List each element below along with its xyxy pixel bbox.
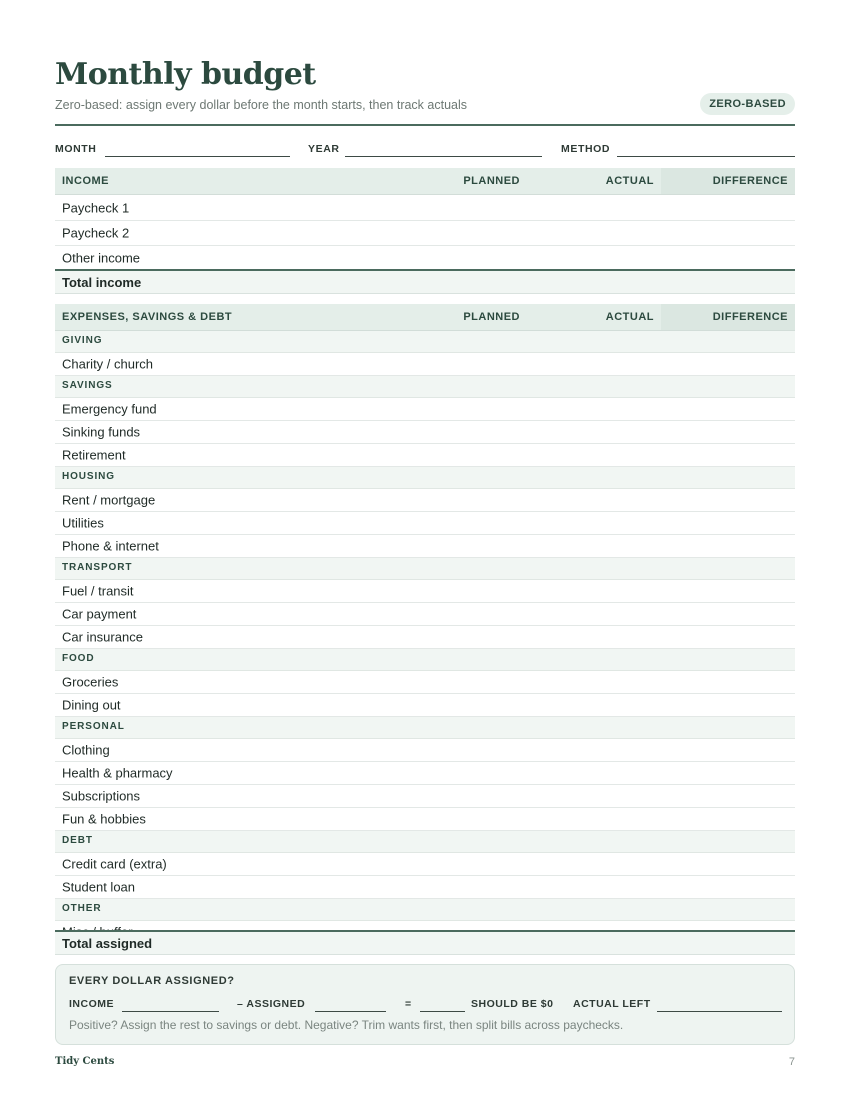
row-label: Dining out <box>62 697 121 713</box>
category-row <box>55 467 795 489</box>
row-label: Credit card (extra) <box>62 856 167 872</box>
table-row[interactable] <box>55 196 795 221</box>
summary-note: Positive? Assign the rest to savings or debt. Negative? Trim wants first, then split bills across paychecks. <box>69 1018 624 1032</box>
actual-column-header: ACTUAL <box>605 311 654 323</box>
planned-column-header: PLANNED <box>463 311 520 323</box>
row-label: Car payment <box>62 606 137 622</box>
row-label: Fuel / transit <box>62 583 134 599</box>
title-divider <box>55 124 795 126</box>
category-label: OTHER <box>62 903 102 914</box>
table-row[interactable] <box>55 603 795 626</box>
row-label: Emergency fund <box>62 401 157 417</box>
income-heading: INCOME <box>62 175 109 187</box>
row-label: Rent / mortgage <box>62 492 156 508</box>
expenses-table-header <box>55 304 795 331</box>
category-row <box>55 717 795 739</box>
table-row[interactable] <box>55 694 795 717</box>
method-label: METHOD <box>561 143 611 155</box>
row-label: Car insurance <box>62 629 143 645</box>
total-income-row <box>55 269 795 294</box>
meta-fields <box>55 141 795 159</box>
category-label: FOOD <box>62 653 95 664</box>
row-label: Student loan <box>62 879 136 895</box>
table-row[interactable] <box>55 398 795 421</box>
summary-actual-left-field[interactable] <box>657 1011 782 1012</box>
row-label: Paycheck 1 <box>62 200 130 216</box>
row-label: Paycheck 2 <box>62 225 130 241</box>
table-row[interactable] <box>55 671 795 694</box>
category-label: GIVING <box>62 335 103 346</box>
difference-column-header: DIFFERENCE <box>712 311 788 323</box>
category-row <box>55 899 795 921</box>
table-row[interactable] <box>55 580 795 603</box>
row-label: Phone & internet <box>62 538 159 554</box>
row-label: Other income <box>62 250 141 266</box>
table-row[interactable] <box>55 876 795 899</box>
summary-title: EVERY DOLLAR ASSIGNED? <box>69 975 235 987</box>
row-label: Subscriptions <box>62 788 141 804</box>
row-label: Fun & hobbies <box>62 811 146 827</box>
row-label: Charity / church <box>62 356 154 372</box>
category-row <box>55 649 795 671</box>
category-label: TRANSPORT <box>62 562 133 573</box>
row-label: Clothing <box>62 742 110 758</box>
method-badge: ZERO-BASED <box>700 93 795 115</box>
summary-income-field[interactable] <box>122 1011 219 1012</box>
expenses-heading: EXPENSES, SAVINGS & DEBT <box>62 311 233 323</box>
row-label: Groceries <box>62 674 119 690</box>
table-row[interactable] <box>55 626 795 649</box>
month-field[interactable] <box>105 156 290 157</box>
total-income-label: Total income <box>62 275 142 290</box>
page-number: 7 <box>788 1056 795 1068</box>
actual-column-header: ACTUAL <box>605 175 654 187</box>
table-row[interactable] <box>55 221 795 246</box>
summary-equals-sign: = <box>405 998 412 1010</box>
assignment-check-box <box>55 964 795 1045</box>
summary-result-field[interactable] <box>420 1011 465 1012</box>
category-label: DEBT <box>62 835 93 846</box>
page-subtitle: Zero-based: assign every dollar before the month starts, then track actuals <box>55 98 468 112</box>
row-label: Retirement <box>62 447 126 463</box>
category-label: HOUSING <box>62 471 115 482</box>
table-row[interactable] <box>55 421 795 444</box>
table-row[interactable] <box>55 762 795 785</box>
row-label: Utilities <box>62 515 104 531</box>
table-row[interactable] <box>55 489 795 512</box>
table-row[interactable] <box>55 808 795 831</box>
year-field[interactable] <box>345 156 542 157</box>
table-row[interactable] <box>55 535 795 558</box>
footer-brand: Tidy Cents <box>55 1056 115 1067</box>
table-row[interactable] <box>55 739 795 762</box>
summary-assigned-field[interactable] <box>315 1011 386 1012</box>
category-row <box>55 831 795 853</box>
table-row[interactable] <box>55 246 795 271</box>
category-label: SAVINGS <box>62 380 113 391</box>
summary-actual-left-label: ACTUAL LEFT <box>573 998 651 1010</box>
table-row[interactable] <box>55 785 795 808</box>
income-table-header <box>55 168 795 195</box>
row-label: Health & pharmacy <box>62 765 173 781</box>
month-label: MONTH <box>55 143 97 155</box>
category-row <box>55 331 795 353</box>
summary-should-be-label: SHOULD BE $0 <box>471 998 554 1010</box>
table-row[interactable] <box>55 444 795 467</box>
table-row[interactable] <box>55 512 795 535</box>
category-label: PERSONAL <box>62 721 125 732</box>
table-row[interactable] <box>55 853 795 876</box>
total-assigned-label: Total assigned <box>62 936 153 951</box>
summary-assigned-label: – ASSIGNED <box>237 998 306 1010</box>
table-row[interactable] <box>55 353 795 376</box>
row-label: Sinking funds <box>62 424 141 440</box>
category-row <box>55 376 795 398</box>
summary-income-label: INCOME <box>69 998 114 1010</box>
category-row <box>55 558 795 580</box>
planned-column-header: PLANNED <box>463 175 520 187</box>
method-field[interactable] <box>617 156 795 157</box>
page-title: Monthly budget <box>55 57 316 92</box>
total-assigned-row <box>55 930 795 955</box>
year-label: YEAR <box>308 143 340 155</box>
difference-column-header: DIFFERENCE <box>712 175 788 187</box>
